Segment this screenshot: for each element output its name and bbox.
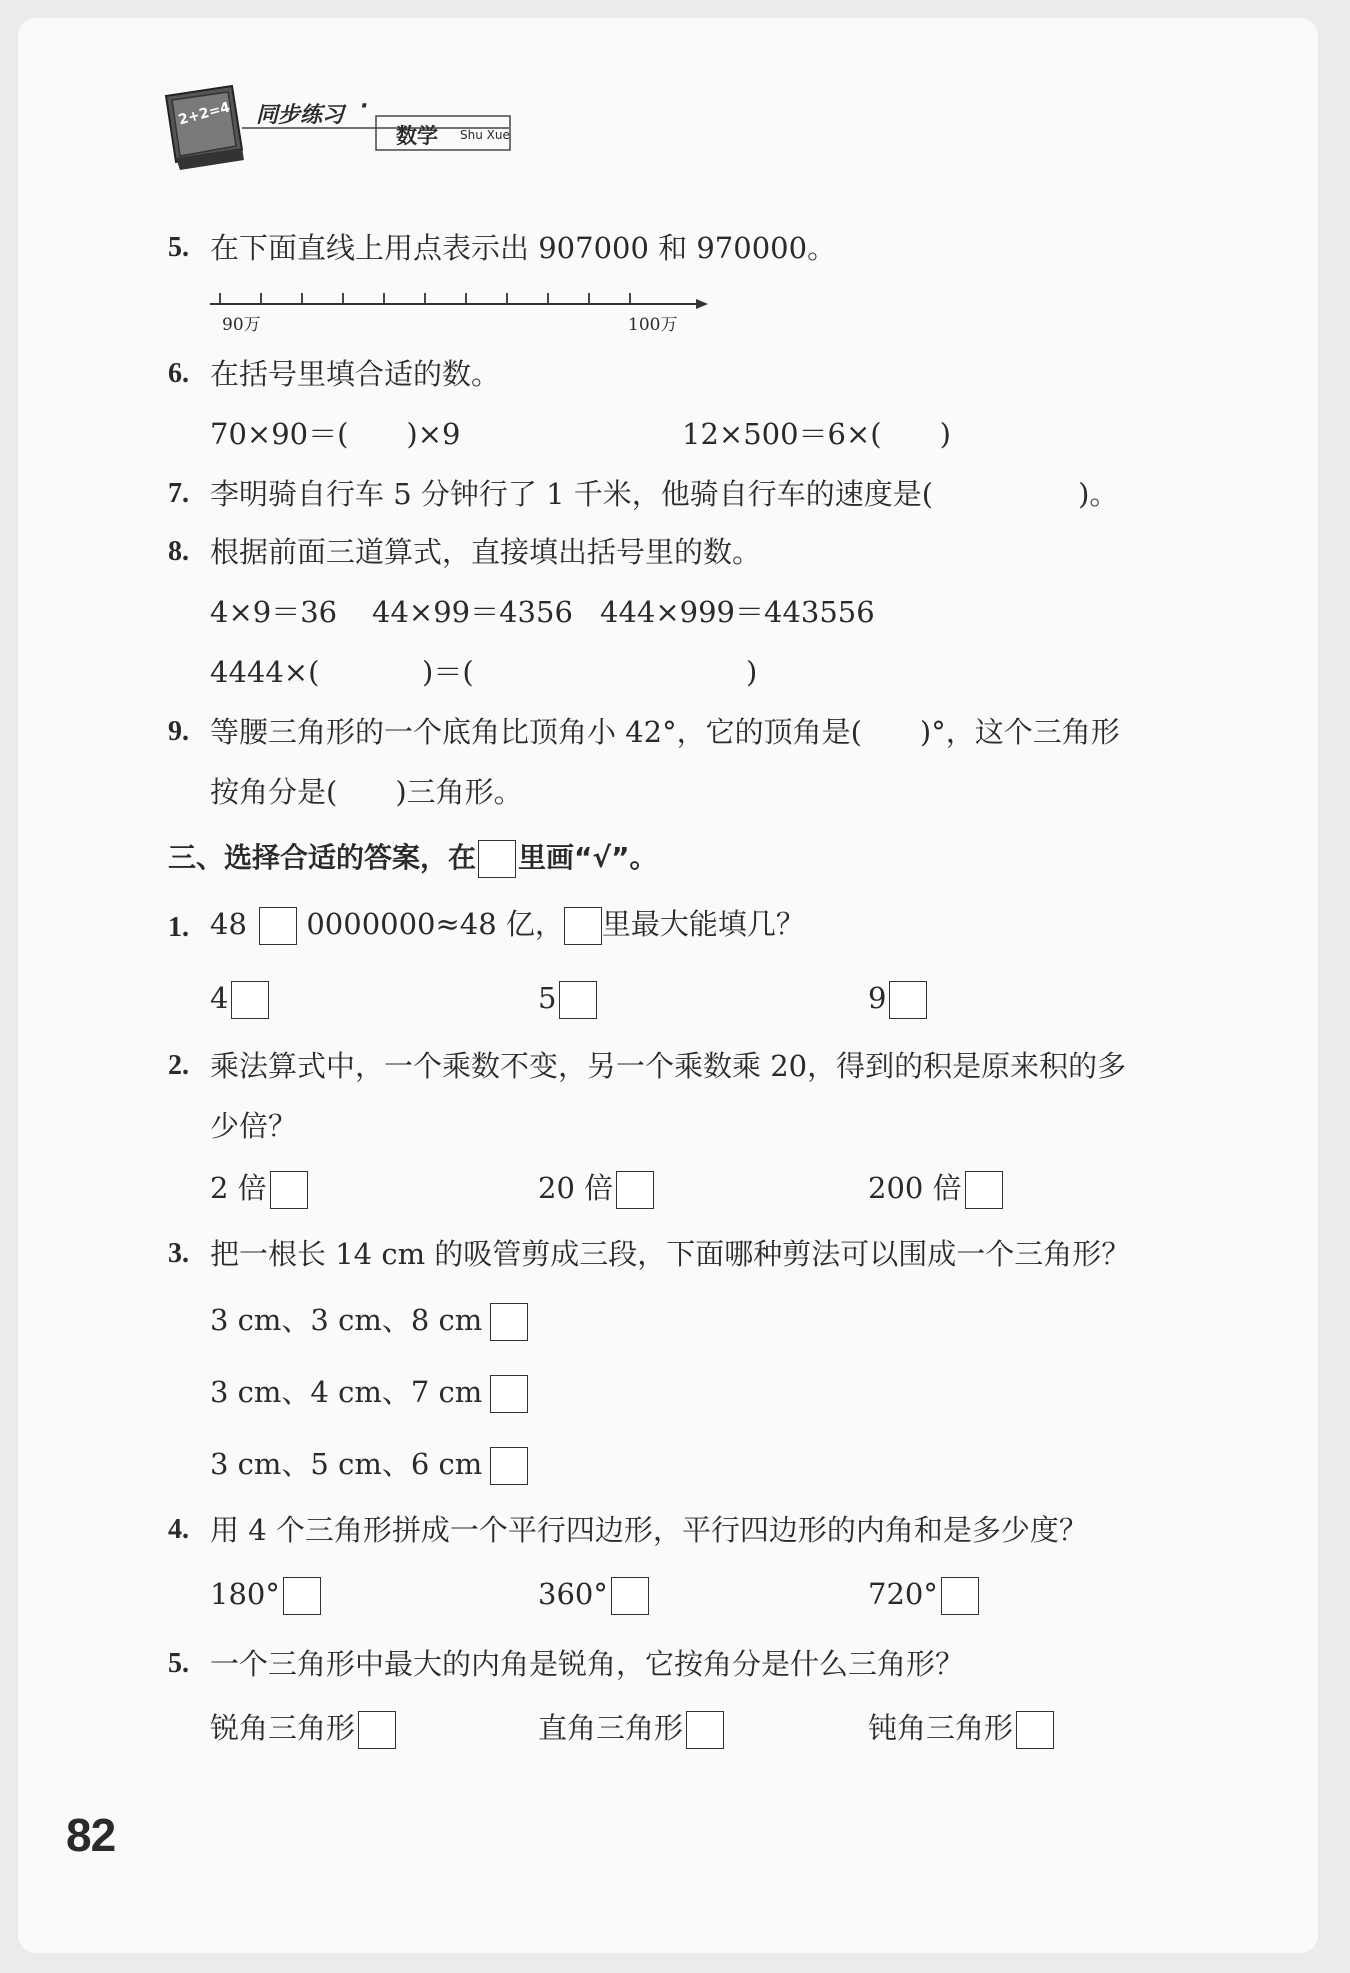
header-title: 同步练习 [256, 103, 345, 128]
s3-text: 把一根长 14 cm 的吸管剪成三段，下面哪种剪法可以围成一个三角形？ [210, 1237, 1131, 1271]
s4-option-1-checkbox[interactable] [283, 1577, 321, 1615]
s1-option-2-label: 5 [538, 981, 557, 1015]
s2-option-3-label: 200 倍 [868, 1171, 962, 1205]
digit-reference-box [564, 907, 602, 945]
s1-option-1-label: 4 [210, 981, 229, 1015]
s1-part-a: 48 [210, 907, 247, 941]
section-3-title-a: 三、选择合适的答案，在 [168, 841, 477, 874]
s3-option-2 [210, 1374, 528, 1413]
q5-text: 在下面直线上用点表示出 907000 和 970000。 [210, 231, 837, 265]
s2-option-1-label: 2 倍 [210, 1171, 267, 1205]
s2-option-1 [210, 1170, 308, 1209]
s4-option-2-label: 360° [538, 1577, 608, 1611]
q9-line-1: 等腰三角形的一个底角比顶角小 42°，它的顶角是( )°，这个三角形 [210, 715, 1120, 749]
section-3-title [168, 836, 658, 878]
s3-option-2-label: 3 cm、4 cm、7 cm [210, 1375, 483, 1409]
s4-option-1 [210, 1576, 321, 1615]
q9-number: 9. [168, 716, 189, 747]
s3-option-3-label: 3 cm、5 cm、6 cm [210, 1447, 483, 1481]
s1-number: 1. [168, 912, 189, 943]
s1-option-3 [868, 980, 927, 1019]
s5-number: 5. [168, 1648, 189, 1679]
header-subject: 数学 [396, 124, 438, 148]
header-pinyin: Shu Xue [460, 128, 510, 142]
q8-blank-c: ) [746, 655, 758, 689]
number-line-right-label: 100万 [628, 315, 678, 335]
section-3-title-b: 里画“√”。 [518, 841, 658, 874]
q8-text: 根据前面三道算式，直接填出括号里的数。 [210, 535, 762, 569]
s3-option-2-checkbox[interactable] [490, 1375, 528, 1413]
s1-option-3-label: 9 [868, 981, 887, 1015]
s5-option-3-label: 钝角三角形 [868, 1711, 1014, 1745]
s1-option-1-checkbox[interactable] [231, 981, 269, 1019]
s5-text: 一个三角形中最大的内角是锐角，它按角分是什么三角形？ [210, 1647, 965, 1681]
s3-option-1 [210, 1302, 528, 1341]
board-text: 2+2=4 [176, 99, 232, 129]
s1-question [210, 906, 805, 945]
s5-option-2-checkbox[interactable] [686, 1711, 724, 1749]
q8-equation-1: 4×9＝36 [210, 595, 338, 629]
s4-option-3-checkbox[interactable] [941, 1577, 979, 1615]
s2-option-3 [868, 1170, 1003, 1209]
s2-option-1-checkbox[interactable] [270, 1171, 308, 1209]
s1-part-b: 0000000≈48 亿， [306, 907, 564, 941]
s5-option-3-checkbox[interactable] [1016, 1711, 1054, 1749]
q8-number: 8. [168, 536, 189, 567]
header-dot: · [360, 94, 369, 119]
s4-text: 用 4 个三角形拼成一个平行四边形，平行四边形的内角和是多少度？ [210, 1513, 1088, 1547]
s2-line-2: 少倍？ [210, 1109, 298, 1143]
q8-equation-3: 444×999＝443556 [600, 595, 875, 629]
s2-option-2 [538, 1170, 654, 1209]
s1-option-2-checkbox[interactable] [559, 981, 597, 1019]
q6-text: 在括号里填合适的数。 [210, 357, 501, 391]
digit-blank-box[interactable] [259, 907, 297, 945]
q9-line-2: 按角分是( )三角形。 [210, 775, 523, 809]
s4-option-3-label: 720° [868, 1577, 938, 1611]
q8-blank-a: 4444×( [210, 655, 320, 689]
q7-number: 7. [168, 478, 189, 509]
s2-line-1: 乘法算式中，一个乘数不变，另一个乘数乘 20，得到的积是原来积的多 [210, 1049, 1127, 1083]
s4-option-3 [868, 1576, 979, 1615]
header-logo [164, 84, 524, 176]
s5-option-1-checkbox[interactable] [358, 1711, 396, 1749]
s3-number: 3. [168, 1238, 189, 1269]
s4-option-2-checkbox[interactable] [611, 1577, 649, 1615]
q7-text: 李明骑自行车 5 分钟行了 1 千米，他骑自行车的速度是( )。 [210, 477, 1119, 511]
s5-option-1 [210, 1710, 396, 1749]
s1-option-1 [210, 980, 269, 1019]
s4-option-1-label: 180° [210, 1577, 280, 1611]
page-number: 82 [66, 1809, 116, 1861]
s1-option-2 [538, 980, 597, 1019]
s3-option-3-checkbox[interactable] [490, 1447, 528, 1485]
s2-option-2-checkbox[interactable] [616, 1171, 654, 1209]
s4-option-2 [538, 1576, 649, 1615]
q8-equation-2: 44×99＝4356 [372, 595, 573, 629]
s3-option-1-label: 3 cm、3 cm、8 cm [210, 1303, 483, 1337]
s5-option-1-label: 锐角三角形 [210, 1711, 356, 1745]
s1-part-c: 里最大能填几？ [601, 907, 805, 941]
example-checkbox [478, 840, 516, 878]
s3-option-1-checkbox[interactable] [490, 1303, 528, 1341]
s5-option-3 [868, 1710, 1054, 1749]
s5-option-2 [538, 1710, 724, 1749]
q8-blank-b: )＝( [422, 655, 474, 689]
q5-number: 5. [168, 232, 189, 263]
s2-number: 2. [168, 1050, 189, 1081]
q6-expr-2: 12×500＝6×( ) [682, 417, 951, 451]
q6-number: 6. [168, 358, 189, 389]
s3-option-3 [210, 1446, 528, 1485]
s5-option-2-label: 直角三角形 [538, 1711, 684, 1745]
s2-option-3-checkbox[interactable] [965, 1171, 1003, 1209]
number-line-left-label: 90万 [222, 315, 261, 335]
q6-expr-1: 70×90＝( )×9 [210, 417, 461, 451]
s2-option-2-label: 20 倍 [538, 1171, 614, 1205]
s1-option-3-checkbox[interactable] [889, 981, 927, 1019]
s4-number: 4. [168, 1514, 189, 1545]
